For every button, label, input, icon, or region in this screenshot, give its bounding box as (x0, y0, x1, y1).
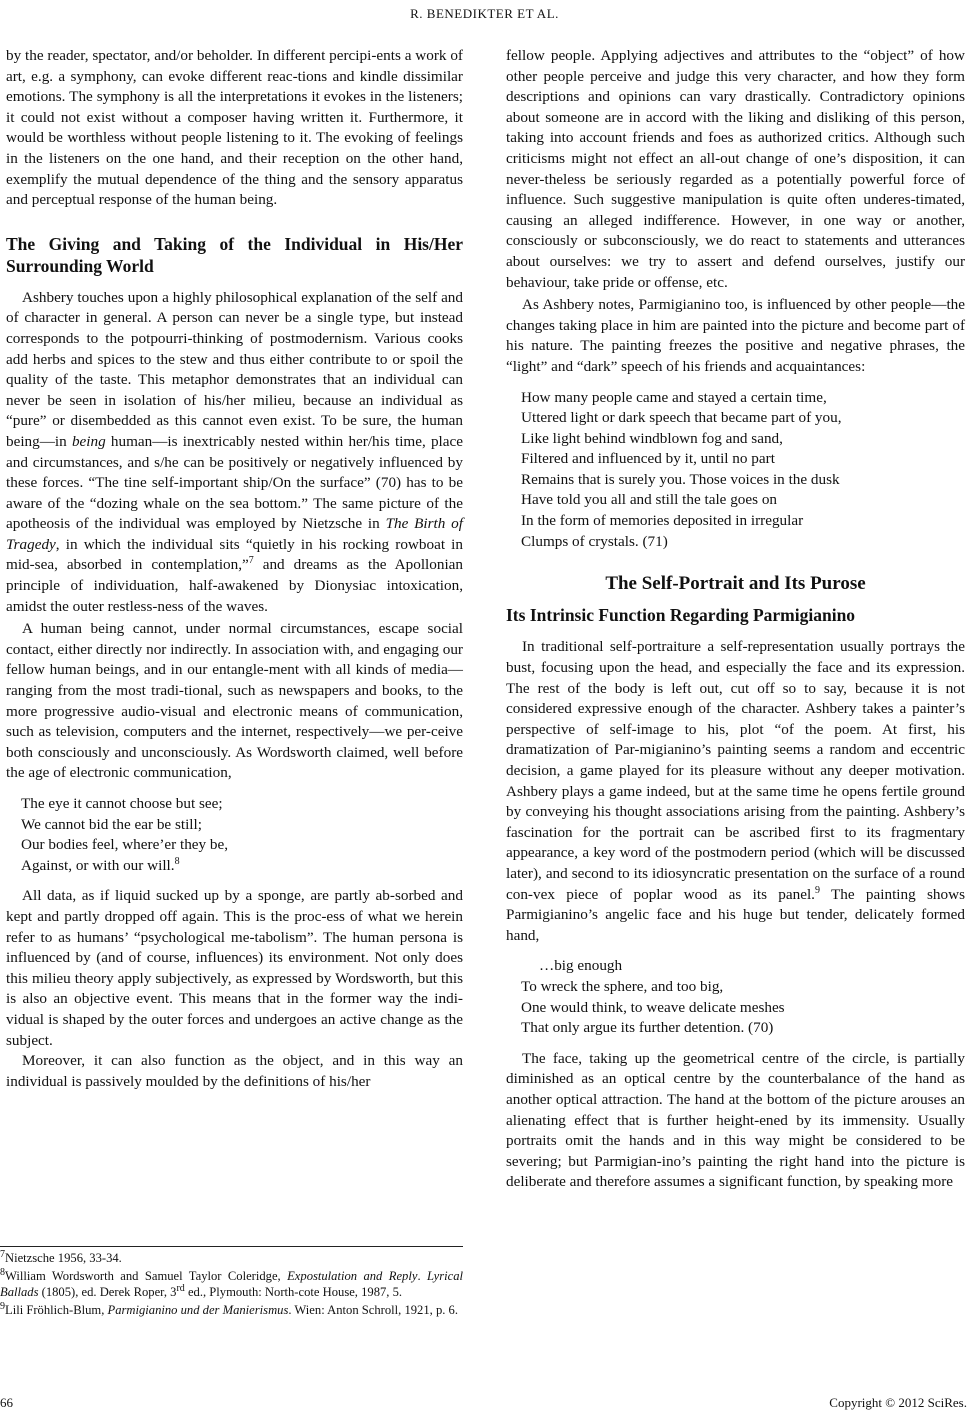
poem-line: Against, or with our will.$^8$ (21, 855, 180, 874)
footnote-8: $^8$William Wordsworth and Samuel Taylor Coleridge, Expostulation and Reply. Lyrical Ballads (1805), ed. Derek Roper, 3rd ed., Plymouth: North-cote House, 1987, 5. (0, 1266, 463, 1299)
poem-line: …big enough (539, 957, 623, 975)
poem-line: To wreck the sphere, and too big, (521, 977, 724, 995)
subsection-heading: Its Intrinsic Function Regarding Parmigianino (506, 604, 856, 625)
paragraph: fellow people. Applying adjectives and attributes to the “object” of how other people perceive and judge this very character, and how they form descriptions and opinions can vary drastically. Contradictory opinions about someone are in accord with the liking and disliking of this person, taking into account friends and foes as authorized critics. Although such criticisms might not effect an all-out change of one’s disposition, it can never-theless be seriously regarded as a potentially powerful force of influence. Such suggestive manipulation is quite often underes-timated, causing an alleged indifference. However, in one way or another, consciously or subconsciously, we do react to statements and utterances about ourselves: we try to assert and defend ourselves, justify our behaviour, take pride or offense, etc. (506, 47, 965, 291)
running-header: R. BENEDIKTER ET AL. (410, 6, 559, 21)
poem-line: Clumps of crystals. (71) (521, 532, 668, 550)
poem-line: In the form of memories deposited in irregular (521, 512, 804, 530)
paragraph: by the reader, spectator, and/or beholder. In different percipi-ents a work of art, e.g. a symphony, can evoke different reac-tions and kindle dissimilar emotions. The symphony is all the interpretations it evokes in the listeners; it could not exist without a composer having written it. Furthermore, it would be worthless without people listening to it. The evoking of feelings in the listeners on the one hand, and their reception on the other hand, exemplify the mutual dependence of the thing and the sensory apparatus and perceptual response of the human being. (6, 47, 463, 209)
paragraph: Moreover, it can also function as the object, and in this way an individual is passively moulded by the definitions of his/her (6, 1052, 463, 1090)
copyright-notice: Copyright © 2012 SciRes. (829, 1395, 967, 1410)
footnote-7: $^7$Nietzsche 1956, 33-34. (0, 1248, 122, 1265)
footnote-9: $^9$Lili Fröhlich-Blum, Parmigianino und der Manierismus. Wien: Anton Schroll, 1921, p. 6. (0, 1300, 458, 1317)
poem-line: How many people came and stayed a certain time, (521, 388, 827, 406)
paragraph: As Ashbery notes, Parmigianino too, is influenced by other people—the changes taking place in him are painted into the picture and become part of his nature. The painting freezes the positive and negative phrases, the “light” and “dark” speech of his friends and acquaintances: (506, 296, 965, 375)
section-title: The Self-Portrait and Its Purose (605, 573, 866, 595)
quoted-poem (21, 794, 463, 876)
quoted-poem (521, 388, 965, 553)
quoted-poem (521, 956, 965, 1038)
footnote-divider (0, 1246, 463, 1247)
paragraph: In traditional self-portraiture a self-representation usually portrays the bust, focusing upon the head, and especially the face and its expression. The rest of the body is left out, cut off so to say, because it is not considered expressive enough of the character. Ashbery takes a painter’s perspective of self-image to his, plot “of the poem. At first, his dramatization of Par-migianino’s painting seems a random and eccentric decision, a game played for its pleasure without any deeper motivation. Ashbery plays a game indeed, but at the same time he opens fertile ground by conveying his thought associations arising from the painting. Ashbery’s fascination for the portrait can be ascribed first to its fragmentary appearance, a key word of the postmodern period (which will be discussed later), and second to its idiosyncratic presentation on the surface of a round con-vex piece of poplar wood as its panel.$^9$ The painting shows Parmigianino’s angelic face and his huge but tender, delicately formed hand, (506, 638, 965, 944)
poem-line: Remains that is surely you. Those voices in the dusk (521, 470, 840, 488)
section-heading: The Giving and Taking of the Individual in His/Her Surrounding World (6, 233, 463, 276)
poem-line: Uttered light or dark speech that became part of you, (521, 409, 842, 427)
right-column (506, 46, 965, 1193)
footnote-ref[interactable]: 8 (174, 855, 180, 867)
left-column (6, 46, 463, 1092)
footnote-ref[interactable]: 9 (814, 884, 820, 896)
poem-line: Filtered and influenced by it, until no part (521, 450, 775, 468)
poem-line: Like light behind windblown fog and sand, (521, 429, 783, 447)
paragraph: The face, taking up the geometrical centre of the circle, is partially diminished as an optical centre by the counterbalance of the hand as another optical attraction. The hand at the bottom of the picture arouses an alienating effect that is further height-ened by its immensity. Usually portraits omit the hands and in this way might be considered to be severing; but Parmigian-ino’s painting the right hand into the picture is deliberate and therefore assumes a significant function, by speaking more (506, 1049, 965, 1191)
poem-line: One would think, to weave delicate meshes (521, 998, 785, 1016)
poem-line: We cannot bid the ear be still; (21, 815, 202, 833)
paragraph: Ashbery touches upon a highly philosophical explanation of the self and of character in general. A person can never be a single type, but instead corresponds to the potpourri-thinking of postmodernism. Various cooks add herbs and spices to the stew and thus either contribute to or spoil the quality of the taste. This metaphor demonstrates that an individual can never be seen in isolation of his/her milieu, because an individual as “pure” or disembedded as this cannot even exist. To be sure, the human being—in being human—is inextricably nested within her/his time, place and circumstances, and s/he can be positively or negatively influenced by these forces. “The tine self-important ship/On the surface” (70) has to be aware of the “dozing whale on the sea bottom.” The same picture of the apotheosis of the individual was employed by Nietzsche in The Birth of Tragedy, in which the individual sits “quietly in his rocking rowboat in mid-sea, absorbed in contemplation,”$^7$ and dreams as the Apollonian principle of individuation, half-awakened by Dionysiac intoxication, amidst the outer restless-ness of the waves. (6, 288, 463, 615)
paragraph: A human being cannot, under normal circumstances, escape social contact, either directly nor indirectly. In association with, and engaging our fellow human beings, and in our entangle-ment with all kinds of media—ranging from the most tradi-tional, such as newspapers and books, to the more progressive audio-visual and electronic means of communication, such as television, computers and the internet, respectively—we per-ceive both consciously and unconsciously. As Wordsworth claimed, well before the age of electronic communication, (6, 620, 463, 782)
poem-line: Have told you all and still the tale goes on (521, 491, 778, 509)
poem-line: That only argue its further detention. (70) (521, 1019, 774, 1037)
footnote-ref[interactable]: 7 (248, 555, 254, 567)
poem-line: The eye it cannot choose but see; (21, 795, 223, 812)
footnotes (0, 1250, 463, 1319)
paragraph: All data, as if liquid sucked up by a sponge, are partly ab-sorbed and kept and partly dropped off again. This is the proc-ess of what we herein refer to as humans’ “psychological me-tabolism”. The human persona is influenced by (and of course, influences) its environment. Not only does this milieu theory apply subjectively, as expressed by Wordsworth, but this is also an objective event. This means that in the former way the indi-vidual is shaped by the outer forces and undergoes an active change as the subject. (6, 887, 463, 1049)
page-number: 66 (0, 1395, 13, 1410)
poem-line: Our bodies feel, where’er they be, (21, 836, 229, 854)
